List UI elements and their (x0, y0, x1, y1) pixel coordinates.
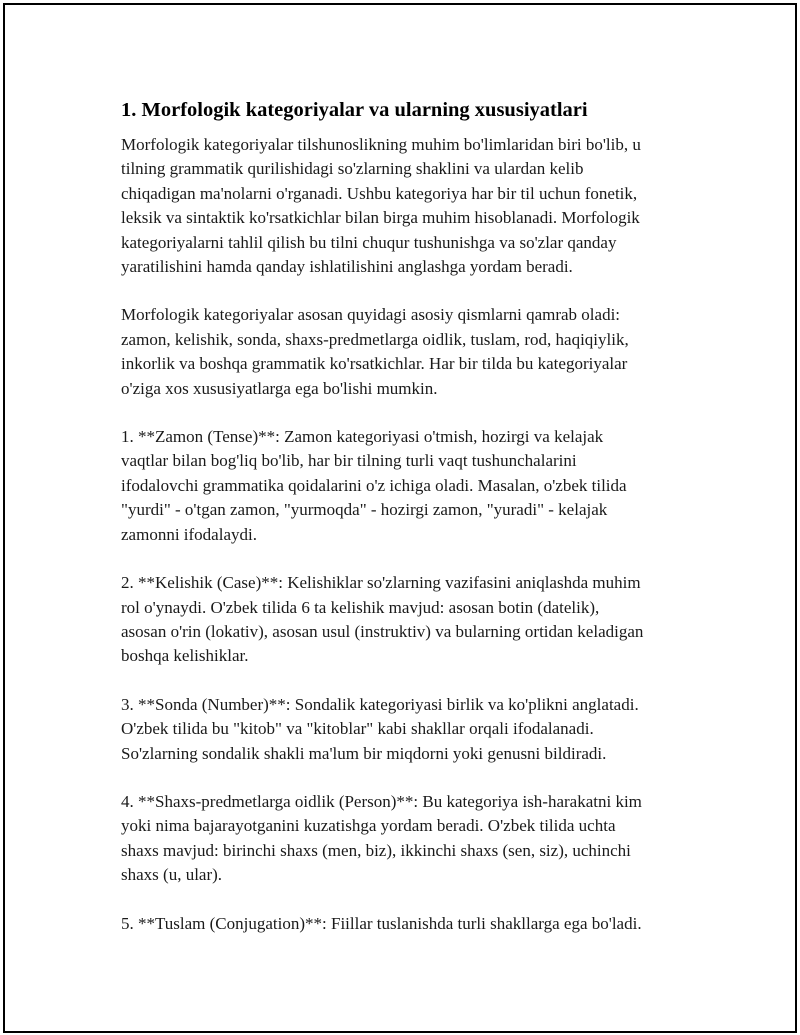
text-line: Morfologik kategoriyalar tilshunoslikning muhim bo'limlaridan biri bo'lib, u (121, 135, 641, 154)
text-line: Morfologik kategoriyalar asosan quyidagi asosiy qismlarni qamrab oladi: (121, 305, 621, 325)
conjugation-paragraph (121, 912, 696, 936)
text-line: chiqadigan ma'nolarni o'rganadi. Ushbu kategoriya har bir til uchun fonetik, (121, 183, 638, 203)
text-line: 4. **Shaxs-predmetlarga oidlik (Person)**: Bu kategoriya ish-harakatni kim (121, 791, 642, 811)
text-line: zamonni ifodalaydi. (121, 524, 257, 544)
text-line: ifodalovchi grammatika qoidalarini o'z ichiga oladi. Masalan, o'zbek tilida (121, 475, 627, 495)
text-line: So'zlarning sondalik shakli ma'lum bir miqdorni yoki genusni bildiradi. (121, 743, 607, 763)
text-line: shaxs mavjud: birinchi shaxs (men, biz), ikkinchi shaxs (sen, siz), uchinchi (121, 840, 631, 860)
text-line: asosan o'rin (lokativ), asosan usul (instruktiv) va bularning ortidan keladigan (121, 621, 644, 641)
person-paragraph (121, 790, 696, 888)
section-heading: 1. Morfologik kategoriyalar va ularning xususiyatlari (121, 99, 588, 121)
case-paragraph (121, 571, 696, 669)
text-line: yoki nima bajarayotganini kuzatishga yordam beradi. O'zbek tilida uchta (121, 816, 616, 836)
overview-paragraph (121, 303, 696, 401)
text-line: tilning grammatik qurilishidagi so'zlarning shaklini va ulardan kelib (121, 159, 584, 179)
text-line: "yurdi" - o'tgan zamon, "yurmoqda" - hozirgi zamon, "yuradi" - kelajak (121, 500, 608, 520)
text-line: o'ziga xos xususiyatlarga ega bo'lishi mumkin. (121, 378, 438, 398)
page-frame (3, 3, 797, 1033)
text-line: zamon, kelishik, sonda, shaxs-predmetlarga oidlik, tuslam, rod, haqiqiylik, (121, 329, 629, 349)
text-line: inkorlik va boshqa grammatik ko'rsatkichlar. Har bir tilda bu kategoriyalar (121, 354, 628, 374)
text-line: 1. **Zamon (Tense)**: Zamon kategoriyasi o'tmish, hozirgi va kelajak (121, 427, 604, 447)
intro-paragraph (121, 133, 696, 279)
text-line: O'zbek tilida bu "kitob" va "kitoblar" kabi shakllar orqali ifodalanadi. (121, 719, 594, 739)
number-paragraph (121, 693, 696, 766)
text-line: 2. **Kelishik (Case)**: Kelishiklar so'zlarning vazifasini aniqlashda muhim (121, 573, 641, 593)
text-line: shaxs (u, ular). (121, 865, 223, 885)
text-line: boshqa kelishiklar. (121, 646, 249, 666)
text-line: yaratilishini hamda qanday ishlatilishini anglashga yordam beradi. (121, 257, 573, 277)
text-line: 3. **Sonda (Number)**: Sondalik kategoriyasi birlik va ko'plikni anglatadi. (121, 694, 639, 714)
text-line: vaqtlar bilan bog'liq bo'lib, har bir tilning turli vaqt tushunchalarini (121, 451, 577, 471)
tense-paragraph (121, 425, 696, 547)
document-body (121, 97, 696, 960)
text-line: kategoriyalarni tahlil qilish bu tilni chuqur tushunishga va so'zlar qanday (121, 232, 617, 252)
text-line: 5. **Tuslam (Conjugation)**: Fiillar tuslanishda turli shakllarga ega bo'ladi. (121, 913, 642, 933)
text-line: leksik va sintaktik ko'rsatkichlar bilan birga muhim hisoblanadi. Morfologik (121, 208, 640, 228)
text-line: rol o'ynaydi. O'zbek tilida 6 ta kelishik mavjud: asosan botin (datelik), (121, 597, 600, 617)
